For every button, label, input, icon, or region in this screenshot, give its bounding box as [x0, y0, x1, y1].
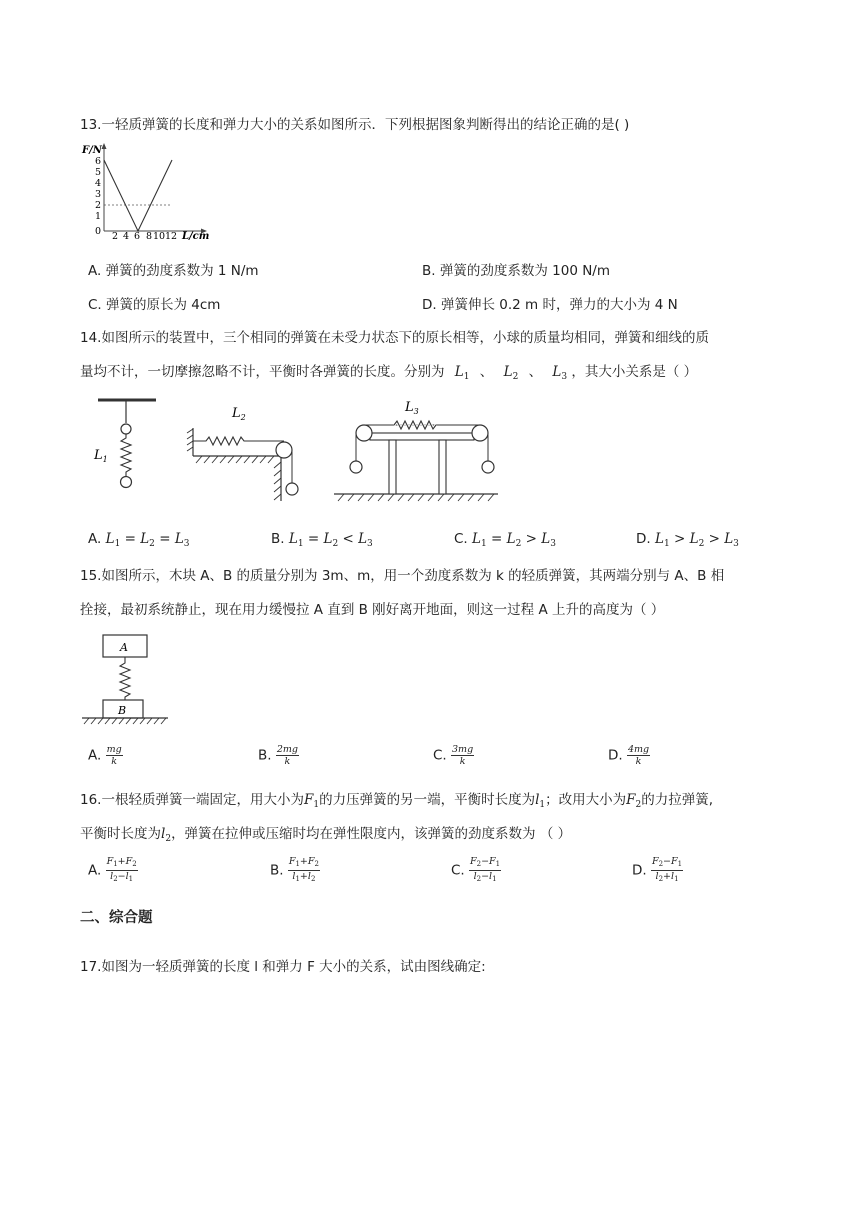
- q14-option-d[interactable]: D. $L_1 > L_2 > L_3$: [636, 531, 739, 549]
- pulley-3-left: [356, 425, 372, 441]
- y-tick: 3: [95, 189, 102, 200]
- y-tick: 1: [95, 211, 102, 222]
- x-tick: 4: [123, 231, 130, 242]
- label-l1: $L_1$: [94, 448, 108, 464]
- section-heading: 二、综合题: [80, 910, 153, 926]
- q14-option-a[interactable]: A. $L_1 = L_2 = L_3$: [88, 531, 190, 549]
- label-l2: $L_2$: [232, 406, 246, 422]
- x-tick: 10: [153, 231, 166, 242]
- q14-spring-figures: [86, 393, 506, 505]
- q16-option-d[interactable]: D. $\frac{F_2-F_1}{l_2+l_1}$: [632, 856, 683, 883]
- x-tick: 6: [134, 231, 141, 242]
- spring-2: [193, 437, 258, 445]
- ground-hatch: [84, 718, 166, 724]
- x-tick: 12: [165, 231, 178, 242]
- pulley-3-right: [472, 425, 488, 441]
- table-3-leg-left: [389, 440, 396, 494]
- y-tick: 2: [95, 200, 102, 211]
- q15-option-c[interactable]: C. $\frac{3mg}{k}$: [433, 744, 474, 767]
- block-a-label: A: [120, 641, 128, 654]
- q15-stem-line2: 拴接，最初系统静止，现在用力缓慢拉 A 直到 B 刚好离开地面，则这一过程 A 上升的高度为（ ）: [80, 602, 665, 618]
- block-b-label: B: [118, 704, 127, 717]
- pulley-2: [276, 442, 292, 458]
- q13-option-a[interactable]: A. 弹簧的劲度系数为 1 N/m: [88, 263, 259, 279]
- q16-stem-line2: 平衡时长度为$l_2$，弹簧在拉伸或压缩时均在弹性限度内，该弹簧的劲度系数为 （ ）: [80, 826, 572, 844]
- y-axis-arrow: [102, 143, 107, 149]
- y-tick: 4: [95, 178, 102, 189]
- table-3-top: [370, 433, 474, 440]
- q16-option-b[interactable]: B. $\frac{F_1+F_2}{l_1+l_2}$: [270, 856, 319, 883]
- q15-option-d[interactable]: D. $\frac{4mg}{k}$: [608, 744, 650, 767]
- x-tick: 8: [146, 231, 153, 242]
- q13-stem: 13.一轻质弹簧的长度和弹力大小的关系如图所示．下列根据图象判断得出的结论正确的是( ): [80, 117, 630, 133]
- spring: [120, 657, 130, 700]
- ball-3-left: [350, 461, 362, 473]
- q14-stem-line1: 14.如图所示的装置中，三个相同的弹簧在未受力状态下的原长相等，小球的质量均相同，弹簧和细线的质: [80, 330, 709, 346]
- edge-hatch: [274, 462, 281, 500]
- q14-stem-line2: 量均不计，一切摩擦忽略不计，平衡时各弹簧的长度。分别为 $L_1$ 、 $L_2$ 、 $L_3$ ，其大小关系是（ ）: [80, 364, 698, 382]
- q13-force-length-graph: [82, 140, 216, 242]
- q14-option-b[interactable]: B. $L_1 = L_2 < L_3$: [271, 531, 373, 549]
- spring-1: [121, 434, 131, 476]
- y-tick: 5: [95, 167, 102, 178]
- table-hatch: [196, 456, 274, 463]
- wall-hatch: [187, 429, 193, 451]
- q16-option-a[interactable]: A. $\frac{F_1+F_2}{l_2-l_1}$: [88, 856, 137, 883]
- q13-option-d[interactable]: D. 弹簧伸长 0.2 m 时，弹力的大小为 4 N: [422, 297, 678, 313]
- ball-1: [121, 477, 132, 488]
- x-axis-label: L/cm: [182, 231, 210, 242]
- ground-hatch: [338, 494, 494, 501]
- label-l3: $L_3$: [405, 400, 419, 416]
- q15-blocks-figure: [80, 632, 172, 728]
- q13-option-c[interactable]: C. 弹簧的原长为 4cm: [88, 297, 221, 313]
- q16-option-c[interactable]: C. $\frac{F_2-F_1}{l_2-l_1}$: [451, 856, 501, 883]
- q14-option-c[interactable]: C. $L_1 = L_2 > L_3$: [454, 531, 556, 549]
- x-tick: 2: [112, 231, 119, 242]
- q15-stem-line1: 15.如图所示，木块 A、B 的质量分别为 3m、m，用一个劲度系数为 k 的轻质弹簧，其两端分别与 A、B 相: [80, 568, 725, 584]
- table-3-leg-right: [439, 440, 446, 494]
- y-tick: 0: [95, 226, 102, 237]
- force-length-line: [104, 160, 172, 231]
- ball-2: [286, 483, 298, 495]
- q13-option-b[interactable]: B. 弹簧的劲度系数为 100 N/m: [422, 263, 610, 279]
- q17-stem: 17.如图为一轻质弹簧的长度 l 和弹力 F 大小的关系，试由图线确定:: [80, 959, 486, 975]
- y-tick: 6: [95, 156, 102, 167]
- q15-option-b[interactable]: B. $\frac{2mg}{k}$: [258, 744, 298, 767]
- y-axis-label: F/N: [82, 145, 102, 156]
- ring: [121, 424, 131, 434]
- q16-stem-line1: 16.一根轻质弹簧一端固定，用大小为$F_1$的力压弹簧的另一端，平衡时长度为$l_1$；改用大小为$F_2$的力拉弹簧,: [80, 792, 714, 810]
- q15-option-a[interactable]: A. $\frac{mg}{k}$: [88, 744, 122, 767]
- ball-3-right: [482, 461, 494, 473]
